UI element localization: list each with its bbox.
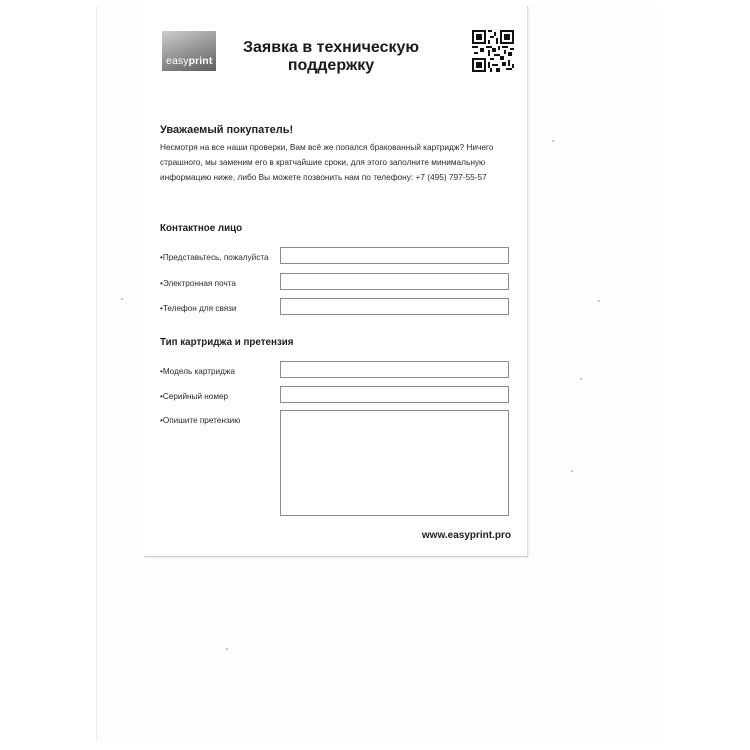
contact-section-title: Контактное лицо — [160, 223, 243, 234]
website-url: www.easyprint.pro — [421, 530, 511, 541]
serial-number-field[interactable] — [280, 386, 509, 403]
easyprint-logo — [162, 31, 216, 71]
complaint-textarea[interactable] — [280, 410, 509, 516]
complaint-label: •Опишите претензию — [160, 416, 241, 425]
phone-label: •Телефон для связи — [160, 304, 237, 313]
cartridge-model-field[interactable] — [280, 361, 509, 378]
form-title — [236, 39, 426, 75]
scan-speck — [580, 378, 582, 380]
greeting-heading: Уважаемый покупатель! — [160, 124, 294, 136]
form-title-line-1: Заявка в техническую — [242, 39, 420, 56]
name-field[interactable] — [280, 247, 509, 264]
cartridge-model-label: •Модель картриджа — [160, 367, 235, 376]
email-label: •Электронная почта — [160, 279, 236, 288]
name-label: •Представьтесь, пожалуйста — [160, 253, 269, 262]
form-title-line-2: поддержку — [287, 57, 375, 74]
scan-speck — [598, 300, 600, 302]
scan-speck — [226, 648, 228, 650]
intro-text — [160, 140, 500, 185]
phone-field[interactable] — [280, 298, 509, 315]
logo-text-easy: easy — [166, 55, 189, 67]
intro-line-1: Несмотря на все наши проверки, Вам всё же попался бракованный картридж? Ничего — [160, 142, 494, 152]
email-field[interactable] — [280, 273, 509, 290]
intro-line-2: страшного, мы заменим его в кратчайшие сроки, для этого заполните минимальную — [160, 157, 486, 167]
scan-speck — [121, 298, 123, 300]
scan-speck — [571, 470, 573, 472]
scan-speck — [552, 140, 554, 142]
logo-text — [166, 55, 212, 67]
qr-code-icon — [472, 30, 514, 72]
intro-line-3: информацию ниже, либо Вы можете позвонить нам по телефону: +7 (495) 797-55-57 — [160, 172, 487, 182]
support-request-form — [144, 6, 528, 557]
cartridge-section-title: Тип картриджа и претензия — [160, 337, 294, 348]
logo-text-print: print — [188, 55, 213, 67]
serial-number-label: •Серийный номер — [160, 392, 229, 401]
